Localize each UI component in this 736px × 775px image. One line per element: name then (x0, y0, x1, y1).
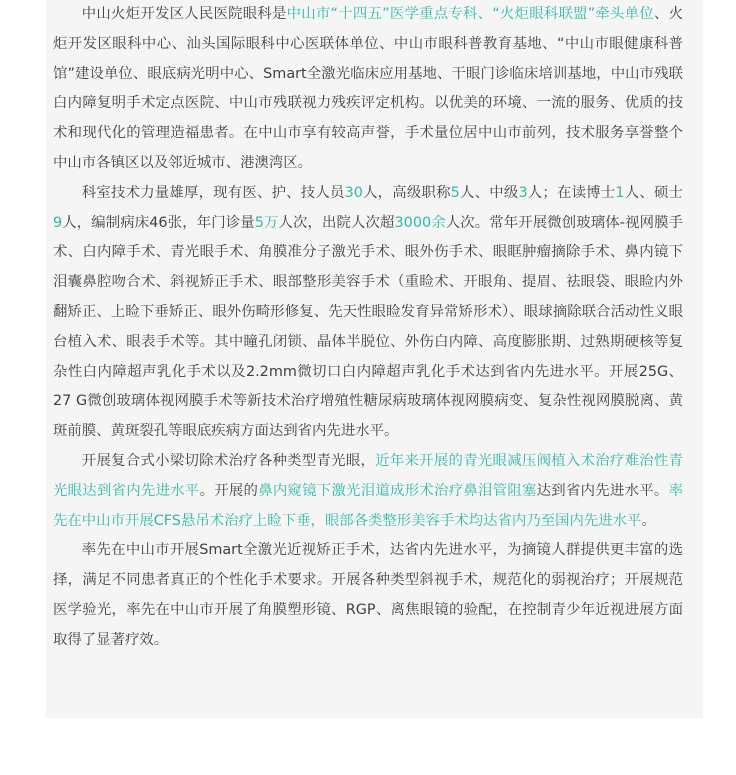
highlight-text: 1 (615, 184, 625, 201)
body-text: 率先在中山市开展Smart全激光近视矫正手术，达省内先进水平，为摘镜人群提供更丰富的选择，满足不同患者真正的个性化手术要求。开展各种类型斜视手术，规范化的弱视治疗；开展规范医学验光，率先在中山市开展了角膜塑形镜、RGP、离焦眼镜的验配，在控制青少年近视进展方面取得了显著疗效。 (53, 542, 683, 648)
article-body (53, 0, 683, 656)
body-text: 人，高级职称 (362, 184, 451, 201)
paragraph-staff (53, 179, 683, 447)
body-text: 。开展的 (199, 482, 259, 499)
body-text: 、火炬开发区眼科中心、汕头国际眼科中心医联体单位、中山市眼科普教育基地、“中山市眼健康科普馆”建设单位、眼底病光明中心、Smart全激光临床应用基地、干眼门诊临床培训基地，中山市残联白内障复明手术定点医院、中山市残联视力残疾评定机构。以优美的环境、一流的服务、优质的技术和现代化的管理造福患者。在中山市享有较高声誉，手术量位居中山市前列，技术服务享誉整个中山市各镇区以及邻近城市、港澳湾区。 (53, 6, 683, 171)
body-text: 开展复合式小梁切除术治疗各种类型青光眼， (81, 452, 376, 469)
highlight-text: 5 (450, 184, 460, 201)
paragraph-glaucoma (53, 447, 683, 536)
paragraph-intro (53, 0, 683, 179)
highlight-text: 9 (53, 214, 63, 231)
highlight-text: 率先在中山市开展CFS悬吊术治疗上睑下垂，眼部各类整形美容手术均达省内乃至国内先进水平 (53, 482, 683, 529)
highlight-text: 近年来开展的青光眼减压阀植入术治疗难治性青光眼达到省内先进水平 (53, 452, 683, 499)
body-text: 中山火炬开发区人民医院眼科是 (81, 6, 287, 22)
highlight-text: 鼻内窥镜下激光泪道成形术治疗鼻泪管阻塞 (258, 482, 537, 499)
body-text: 。 (641, 512, 656, 529)
highlight-text: 30 (344, 184, 363, 201)
body-text: 人次。常年开展微创玻璃体-视网膜手术、白内障手术、青光眼手术、角膜准分子激光手术、眼外伤手术、眼眶肿瘤摘除手术、鼻内镜下泪囊鼻腔吻合术、斜视矫正手术、眼部整形美容手术（重睑术、开眼角、提眉、祛眼袋、眼睑内外翻矫正、上睑下垂矫正、眼外伤畸形修复、先天性眼睑发育异常矫形术）、眼球摘除联合活动性义眼台植入术、眼表手术等。其中瞳孔闭锁、晶体半脱位、外伤白内障、高度膨胀期、过熟期硬核等复杂性白内障超声乳化手术以及2.2mm微切口白内障超声乳化手术达到省内先进水平。开展25G、27 G微创玻璃体视网膜手术等新技术治疗增殖性糖尿病玻璃体视网膜病变、复杂性视网膜脱离、黄斑前膜、黄斑裂孔等眼底疾病方面达到省内先进水平。 (53, 214, 684, 440)
paragraph-smart (53, 536, 683, 655)
body-text: 科室技术力量雄厚，现有医、护、技人员 (81, 184, 345, 201)
body-text: 达到省内先进水平。 (536, 482, 669, 499)
highlight-text: 中山市“十四五”医学重点专科、“火炬眼科联盟”牵头单位 (286, 6, 654, 22)
highlight-text: 3000余 (394, 214, 446, 231)
body-text: 人，编制病床46张，年门诊量 (62, 214, 255, 231)
body-text: 人、中级 (459, 184, 519, 201)
body-text: 人、硕士 (624, 184, 683, 201)
body-text: 人；在读博士 (527, 184, 616, 201)
body-text: 人次，出院人次超 (278, 214, 395, 231)
highlight-text: 5万 (254, 214, 279, 231)
highlight-text: 3 (518, 184, 528, 201)
